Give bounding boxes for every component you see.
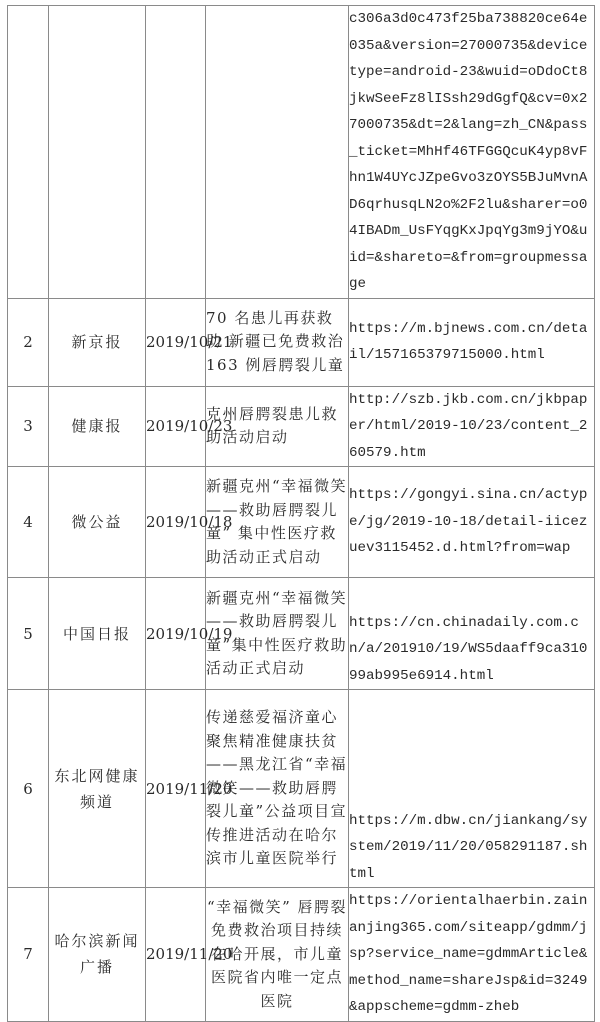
article-title: 克州唇腭裂患儿救助活动启动	[206, 386, 349, 467]
row-number: 6	[8, 690, 49, 888]
article-url[interactable]: https://m.bjnews.com.cn/detail/157165379715000.html	[349, 298, 595, 386]
media-source	[49, 6, 146, 299]
table-row	[8, 298, 595, 386]
table-row	[8, 578, 595, 690]
article-title: “幸福微笑” 唇腭裂免费救治项目持续在哈开展，市儿童医院省内唯一定点医院	[206, 888, 349, 1022]
article-title: 70 名患儿再获救助 新疆已免费救治 163 例唇腭裂儿童	[206, 298, 349, 386]
article-url[interactable]: c306a3d0c473f25ba738820ce64e035a&version=27000735&devicetype=android-23&wuid=oDdoCt8jkwSeeFz8lISsh29dGgfQ&cv=0x27000735&dt=2&lang=zh_CN&pass_ticket=MhHf46TFGGQcuK4yp8vFhn1W4UYcJZpeGvo3zOYS5BJuMvnAD6qrhusqLN2o%2F2lu&sharer=o04IBADm_UsFYqgKxJpqYg3m9jYO&uid=&shareto=&from=groupmessage	[349, 6, 595, 299]
row-number: 7	[8, 888, 49, 1022]
row-number: 4	[8, 467, 49, 578]
media-source: 东北网健康频道	[49, 690, 146, 888]
media-coverage-table	[7, 5, 595, 1022]
publish-date: 2019/10/18	[146, 467, 206, 578]
article-title: 新疆克州“幸福微笑——救助唇腭裂儿童”集中性医疗救助活动正式启动	[206, 578, 349, 690]
publish-date: 2019/10/23	[146, 386, 206, 467]
table-row	[8, 888, 595, 1022]
row-number: 3	[8, 386, 49, 467]
media-source: 哈尔滨新闻广播	[49, 888, 146, 1022]
article-url[interactable]: https://orientalhaerbin.zainanjing365.com/siteapp/gdmm/jsp?service_name=gdmmArticle&method_name=shareJsp&id=3249&appscheme=gdmm-zheb	[349, 888, 595, 1022]
article-url[interactable]: https://cn.chinadaily.com.cn/a/201910/19/WS5daaff9ca31099ab995e6914.html	[349, 578, 595, 690]
media-source: 新京报	[49, 298, 146, 386]
article-title	[206, 6, 349, 299]
article-title: 传递慈爱福济童心 聚焦精准健康扶贫——黑龙江省“幸福微笑——救助唇腭裂儿童”公益项目宣传推进活动在哈尔滨市儿童医院举行	[206, 690, 349, 888]
article-url[interactable]: https://gongyi.sina.cn/actype/jg/2019-10-18/detail-iicezuev3115452.d.html?from=wap	[349, 467, 595, 578]
media-source: 中国日报	[49, 578, 146, 690]
table-row	[8, 6, 595, 299]
row-number: 5	[8, 578, 49, 690]
article-title: 新疆克州“幸福微笑——救助唇腭裂儿童” 集中性医疗救助活动正式启动	[206, 467, 349, 578]
article-url[interactable]: https://m.dbw.cn/jiankang/system/2019/11/20/058291187.shtml	[349, 690, 595, 888]
article-url[interactable]: http://szb.jkb.com.cn/jkbpaper/html/2019-10/23/content_260579.htm	[349, 386, 595, 467]
table-row	[8, 690, 595, 888]
table-row	[8, 467, 595, 578]
publish-date: 2019/11/20	[146, 888, 206, 1022]
publish-date: 2019/10/19	[146, 578, 206, 690]
media-source: 健康报	[49, 386, 146, 467]
publish-date: 2019/11/20	[146, 690, 206, 888]
media-source: 微公益	[49, 467, 146, 578]
row-number: 2	[8, 298, 49, 386]
row-number	[8, 6, 49, 299]
publish-date: 2019/10/21	[146, 298, 206, 386]
table-row	[8, 386, 595, 467]
publish-date	[146, 6, 206, 299]
